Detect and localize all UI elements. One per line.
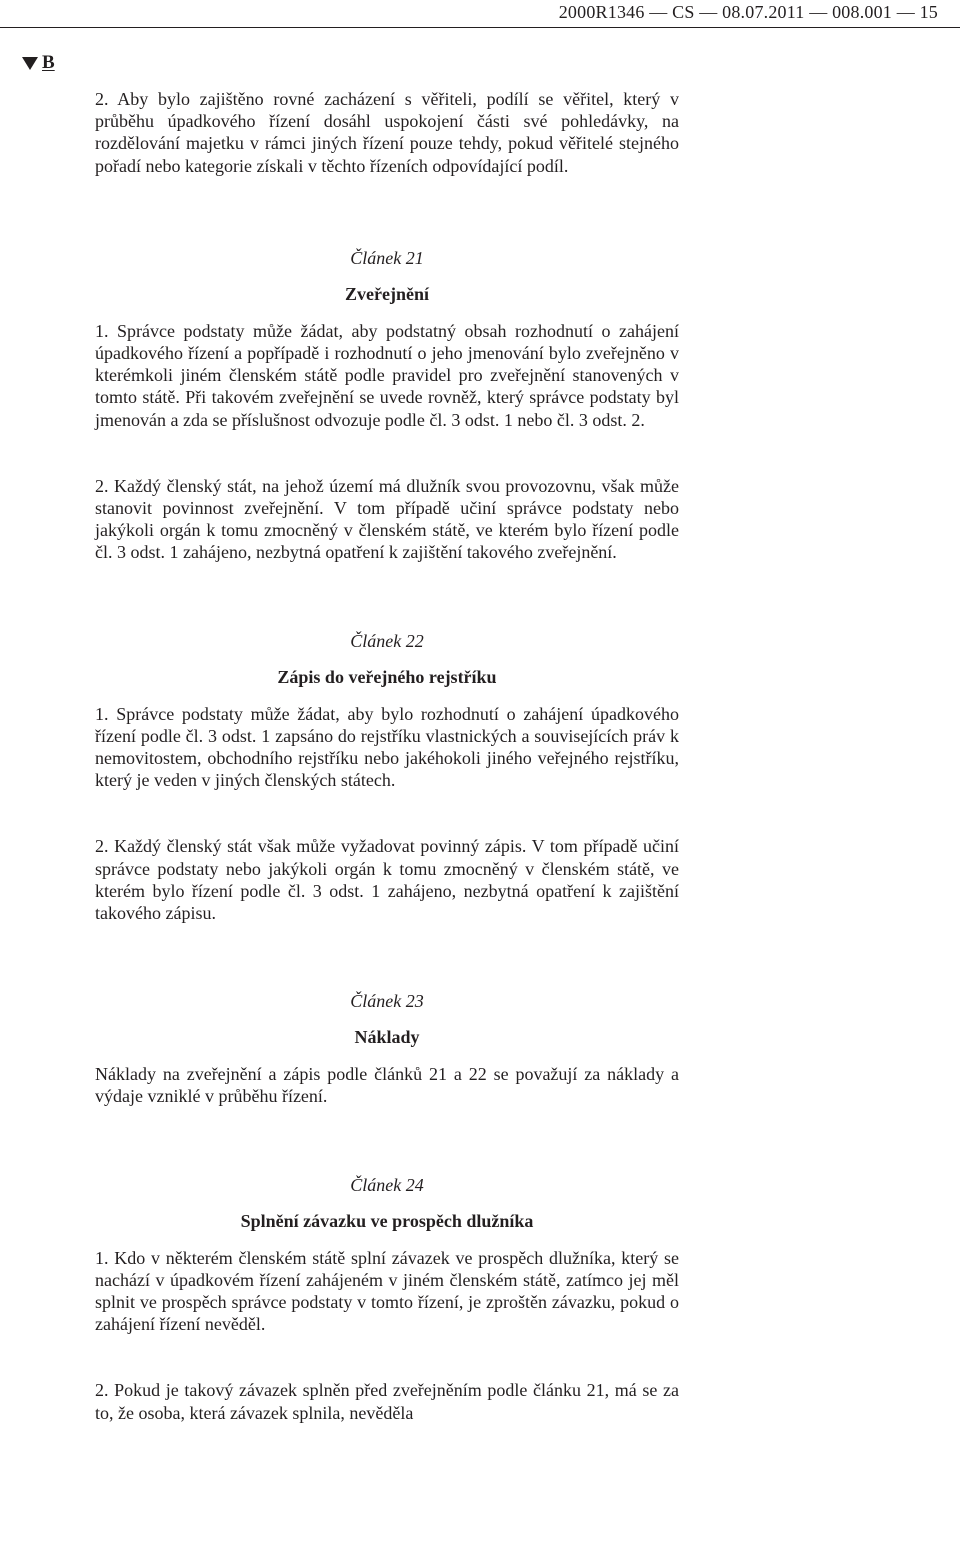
article-title: Splnění závazku ve prospěch dlužníka	[240, 1210, 534, 1231]
article-paragraph: Náklady na zveřejnění a zápis podle článků 21 a 22 se považují za náklady a výdaje vzniklé v průběhu řízení.	[95, 1064, 679, 1107]
document-body	[95, 88, 679, 1424]
article-22	[95, 630, 679, 925]
article-paragraph: 2. Každý členský stát, na jehož území má dlužník svou provozovnu, však může stanovit povinnost zveřejnění. V tom případě učiní správce podstaty nebo jakýkoli orgán k tomu zmocněný v členském státě, ve kterém bylo řízení podle čl. 3 odst. 1 zahájeno, nezbytná opatření k zajištění takového zveřejnění.	[95, 475, 679, 563]
article-number: Článek 21	[350, 247, 424, 268]
article-21	[95, 247, 679, 564]
intro-paragraph: 2. Aby bylo zajištěno rovné zacházení s věřiteli, podílí se věřitel, který v průběhu úpadkového řízení dosáhl uspokojení části své pohledávky, na rozdělování majetku v rámci jiných řízení pouze tehdy, pokud věřitelé stejného pořadí nebo kategorie získali v těchto řízeních odpovídající podíl.	[95, 89, 679, 176]
article-paragraph: 1. Správce podstaty může žádat, aby podstatný obsah rozhodnutí o zahájení úpadkového řízení a popřípadě i rozhodnutí o jeho jmenování bylo zveřejněno v kterémkoli jiném členském státě podle pravidel pro zveřejnění stanovených v tomto státě. Při takovém zveřejnění se uvede rovněž, který správce podstaty byl jmenován a zda se příslušnost odvozuje podle čl. 3 odst. 1 nebo čl. 3 odst. 2.	[95, 320, 679, 430]
triangle-down-icon	[22, 57, 38, 70]
article-24	[95, 1174, 679, 1424]
article-paragraph: 2. Každý členský stát však může vyžadovat povinný zápis. V tom případě učiní správce podstaty nebo jakýkoli orgán k tomu zmocněný v členském státě, ve kterém bylo řízení podle čl. 3 odst. 1 zahájeno, nezbytná opatření k zajištění takového zápisu.	[95, 836, 679, 924]
article-number: Článek 23	[350, 991, 424, 1012]
article-paragraph: 2. Pokud je takový závazek splněn před zveřejněním podle článku 21, má se za to, že osoba, která závazek splnila, nevěděla	[95, 1380, 679, 1423]
article-number: Článek 22	[350, 630, 424, 651]
page-header	[0, 0, 960, 26]
article-paragraph: 1. Správce podstaty může žádat, aby bylo rozhodnutí o zahájení úpadkového řízení podle čl. 3 odst. 1 zapsáno do rejstříku vlastnických a souvisejících práv k nemovitostem, obchodního rejstříku nebo jakéhokoli jiného veřejného rejstříku, který je veden v jiných členských státech.	[95, 703, 679, 791]
document-reference: 2000R1346 — CS — 08.07.2011 — 008.001 — 15	[558, 2, 938, 22]
article-title: Náklady	[354, 1027, 420, 1048]
header-rule	[0, 27, 960, 28]
amendment-marker	[22, 52, 55, 74]
article-paragraph: 1. Kdo v některém členském státě splní závazek ve prospěch dlužníka, který se nachází v úpadkovém řízení zahájeném v jiném členském státě, zatímco jej měl splnit ve prospěch správce podstaty v tomto řízení, je zproštěn závazku, pokud o zahájení řízení nevěděl.	[95, 1247, 679, 1335]
article-number: Článek 24	[350, 1174, 424, 1195]
article-title: Zápis do veřejného rejstříku	[277, 666, 497, 687]
amendment-marker-label: B	[42, 52, 55, 73]
article-23	[95, 990, 679, 1107]
article-title: Zveřejnění	[345, 283, 429, 304]
